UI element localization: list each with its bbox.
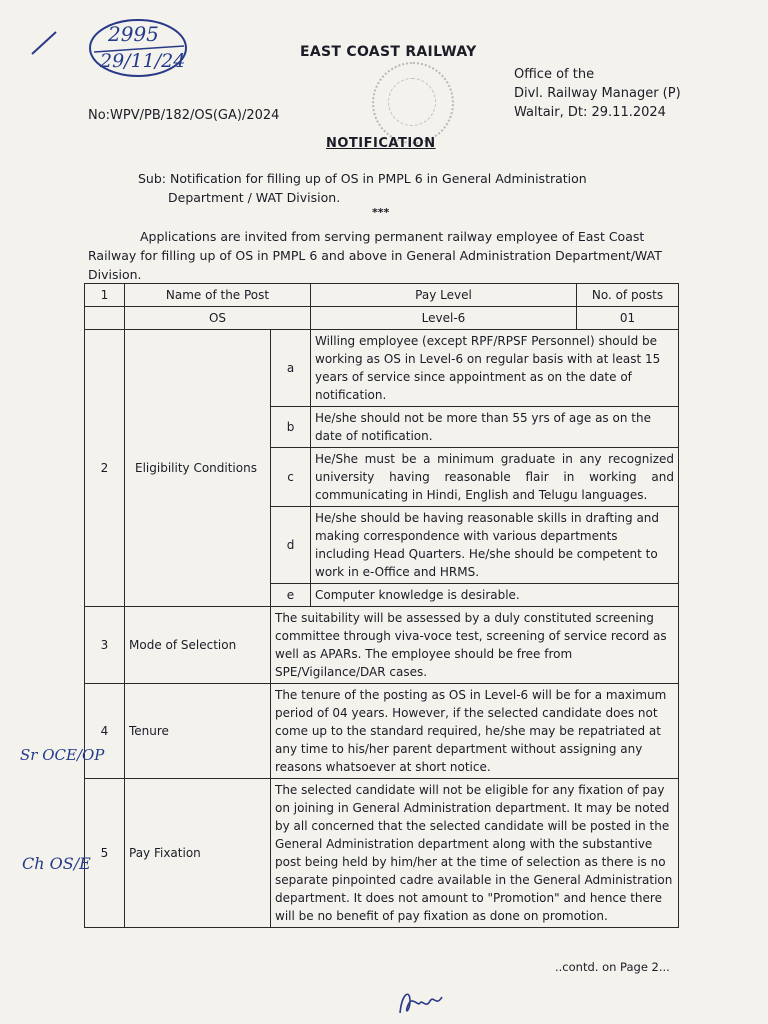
subject-line-2: Department / WAT Division.: [168, 190, 341, 205]
office-line-2: Divl. Railway Manager (P): [514, 86, 681, 101]
tenure-text: The tenure of the posting as OS in Level-6 will be for a maximum period of 04 years. However, if the selected candidate does not come up to the standard required, he/she may be repatriated at any time to his/her parent department without assigning any reasons whatsoever at short notice.: [271, 684, 679, 779]
header-pay-level: Pay Level: [311, 284, 577, 307]
selection-row: [85, 607, 679, 684]
office-seal-stamp: [372, 62, 454, 144]
eligibility-text-a: Willing employee (except RPF/RPSF Personnel) should be working as OS in Level-6 on regular basis with at least 15 years of service since appointment as on the date of notification.: [311, 330, 679, 407]
document-title: NOTIFICATION: [326, 136, 436, 151]
continued-note: ..contd. on Page 2...: [555, 960, 670, 974]
eligibility-label: Eligibility Conditions: [125, 330, 271, 607]
selection-num: 3: [85, 607, 125, 684]
eligibility-row-a: [85, 330, 679, 407]
eligibility-text-b: He/she should not be more than 55 yrs of age as on the date of notification.: [311, 407, 679, 448]
tenure-num: 4: [85, 684, 125, 779]
subject-line-1: Sub: Notification for filling up of OS in PMPL 6 in General Administration: [138, 171, 587, 186]
eligibility-key-b: b: [271, 407, 311, 448]
reference-number: No:WPV/PB/182/OS(GA)/2024: [88, 108, 280, 123]
office-address: [514, 65, 681, 122]
header-num: 1: [85, 284, 125, 307]
eligibility-key-c: c: [271, 448, 311, 507]
inward-number: 2995: [108, 22, 159, 46]
eligibility-key-a: a: [271, 330, 311, 407]
eligibility-key-e: e: [271, 584, 311, 607]
pay-fixation-label: Pay Fixation: [125, 779, 271, 928]
office-line-3: Waltair, Dt: 29.11.2024: [514, 105, 666, 120]
intro-paragraph: Applications are invited from serving permanent railway employee of East Coast Railway for filling up of OS in PMPL 6 and above in General Administration Department/WAT Division.: [88, 229, 662, 282]
organization-name: EAST COAST RAILWAY: [300, 44, 477, 60]
separator-stars: ***: [372, 206, 390, 219]
post-pay-level: Level-6: [311, 307, 577, 330]
handwritten-note-tenure: Sr OCE/OP: [20, 746, 105, 764]
signature: [396, 985, 448, 1019]
post-name: OS: [125, 307, 311, 330]
inward-number-badge: [86, 16, 192, 80]
pay-fixation-num: 5: [85, 779, 125, 928]
eligibility-text-c: He/She must be a minimum graduate in any recognized university having reasonable flair in working and communicating in Hindi, English and Telugu languages.: [311, 448, 679, 507]
eligibility-num: 2: [85, 330, 125, 607]
table-header-row: [85, 284, 679, 307]
pay-fixation-text: The selected candidate will not be eligible for any fixation of pay on joining in General Administration department. It may be noted by all concerned that the selected candidate will be posted in the General Administration department along with the substantive post being held by him/her at the time of selection as there is no separate pinpointed cadre available in the General Administration department. It does not amount to "Promotion" and hence there will be no benefit of pay fixation as done on promotion.: [271, 779, 679, 928]
header-post-name: Name of the Post: [125, 284, 311, 307]
tenure-row: [85, 684, 679, 779]
selection-label: Mode of Selection: [125, 607, 271, 684]
pen-tick-mark: [30, 28, 58, 58]
post-row-blank: [85, 307, 125, 330]
inward-date: 29/11/24: [100, 50, 186, 72]
pay-fixation-row: [85, 779, 679, 928]
subject: [138, 169, 678, 207]
office-line-1: Office of the: [514, 67, 595, 82]
selection-text: The suitability will be assessed by a duly constituted screening committee through viva-voce test, screening of service record as well as APARs. The employee should be free from SPE/Vigilance/DAR cases.: [271, 607, 679, 684]
post-count: 01: [577, 307, 679, 330]
eligibility-text-e: Computer knowledge is desirable.: [311, 584, 679, 607]
eligibility-text-d: He/she should be having reasonable skills in drafting and making correspondence with various departments including Head Quarters. He/she should be competent to work in e-Office and HRMS.: [311, 507, 679, 584]
notification-table: [84, 283, 679, 928]
eligibility-key-d: d: [271, 507, 311, 584]
handwritten-note-pay: Ch OS/E: [22, 854, 91, 873]
tenure-label: Tenure: [125, 684, 271, 779]
header-no-of-posts: No. of posts: [577, 284, 679, 307]
post-row: [85, 307, 679, 330]
